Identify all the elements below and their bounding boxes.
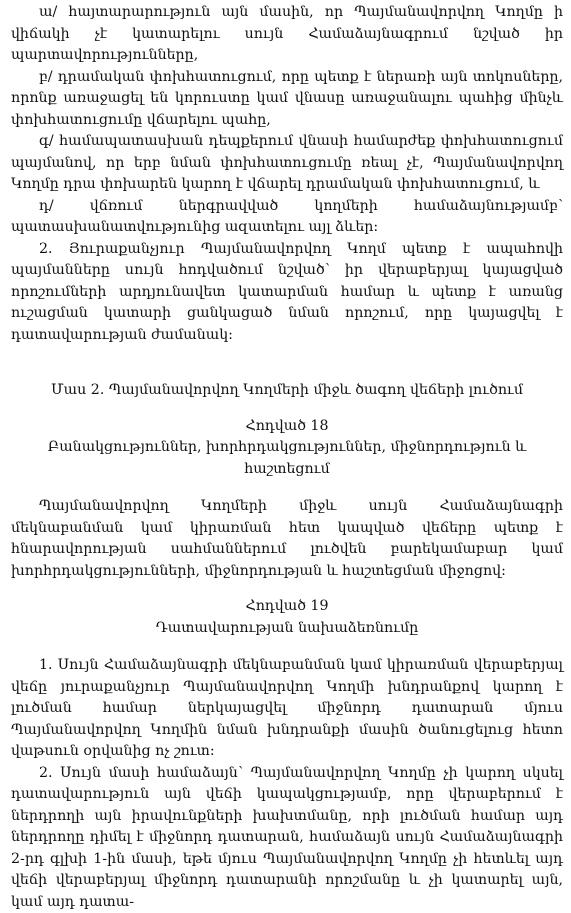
article18-body: Պայմանավորվող Կողմերի միջև սույն Համաձայնագրի մեկնաբանման կամ կիրառման հետ կապված վեճերը պետք է հնարավորության սահմաններում լուծվեն բարեկամաբար կամ խորհրդակցությունների, միջնորդության և հաշտեցման միջոցով: (11, 496, 563, 582)
article17-item-c: գ/ համապատասխան դեպքերում վնասի համարժեք փոխհատուցում պայմանով, որ երբ նման փոխհատուցումը ռեալ չէ, Պայմանավորվող Կողմը դրա փոխարեն կարող է վճարել դրամական փոխհատուցում, և (11, 131, 563, 196)
article17-item-b: բ/ դրամական փոխհատուցում, որը պետք է ներառի այն տոկոսները, որոնք առաջացել են կորուստը կամ վնասը առաջանալու պահից մինչև փոխհատուցումը վճարելու պահը, (11, 67, 563, 132)
article17-item-2: 2. Յուրաքանչյուր Պայմանավորվող Կողմ պետք է ապահովի պայմանները սույն հոդվածում նշված՝ իր վերաբերյալ կայացված որոշումների արդյունավետ կատարման համար և պետք է առանց ուշացման կատարի ցանկացած նման որոշում, որը կայացվել է դատավարության ժամանակ: (11, 239, 563, 347)
section-spacer (11, 346, 563, 378)
heading-spacer (11, 480, 563, 496)
article19-heading: Դատավարության նախաձեռնումը (11, 618, 563, 640)
article17-item-a: ա/ հայտարարություն այն մասին, որ Պայմանավորվող Կողմը ի վիճակի չէ կատարելու սույն Համաձայնագրում նշված իր պարտավորությունները, (11, 2, 563, 67)
article17-item-d: դ/ վճռում ներգրավված կողմերի համաձայնությամբ՝ պատասխանատվությունից ազատելու այլ ձևեր: (11, 196, 563, 239)
article18-number: Հոդված 18 (11, 416, 563, 438)
article19-number: Հոդված 19 (11, 596, 563, 618)
article19-item-1: 1. Սույն Համաձայնագրի մեկնաբանման կամ կիրառման վերաբերյալ վեճը յուրաքանչյուր Պայմանավորվող Կողմի խնդրանքով կարող է լուծման համար ներկայացվել միջնորդ դատարան մյուս Պայմանավորվող Կողմին նման խնդրանքի մասին ծանուցելուց հետո վաթսուն օրվանից ոչ շուտ: (11, 655, 563, 763)
article19-item-2: 2. Սույն մասի համաձայն՝ Պայմանավորվող Կողմը չի կարող սկսել դատավարություն այն վեճի կապակցությամբ, որը վերաբերում է ներդրողի այն իրավունքների խախտմանը, որի լուծման համար այդ ներդրողը դիմել է միջնորդ դատարան, համաձայն սույն Համաձայնագրի 2-րդ գլխի 1-ին մասի, եթե մյուս Պայմանավորվող Կողմը չի հետևել այդ վեճի վերաբերյալ միջնորդ դատարանի որոշմանը և չի կատարել այն, կամ այդ դատա- (11, 763, 563, 913)
part2-title: Մաս 2. Պայմանավորվող Կողմերի միջև ծագող վեճերի լուծում (11, 380, 563, 402)
heading-spacer (11, 639, 563, 655)
article18-heading: Բանակցություններ, խորհրդակցություններ, միջնորդություն և հաշտեցում (11, 437, 563, 480)
